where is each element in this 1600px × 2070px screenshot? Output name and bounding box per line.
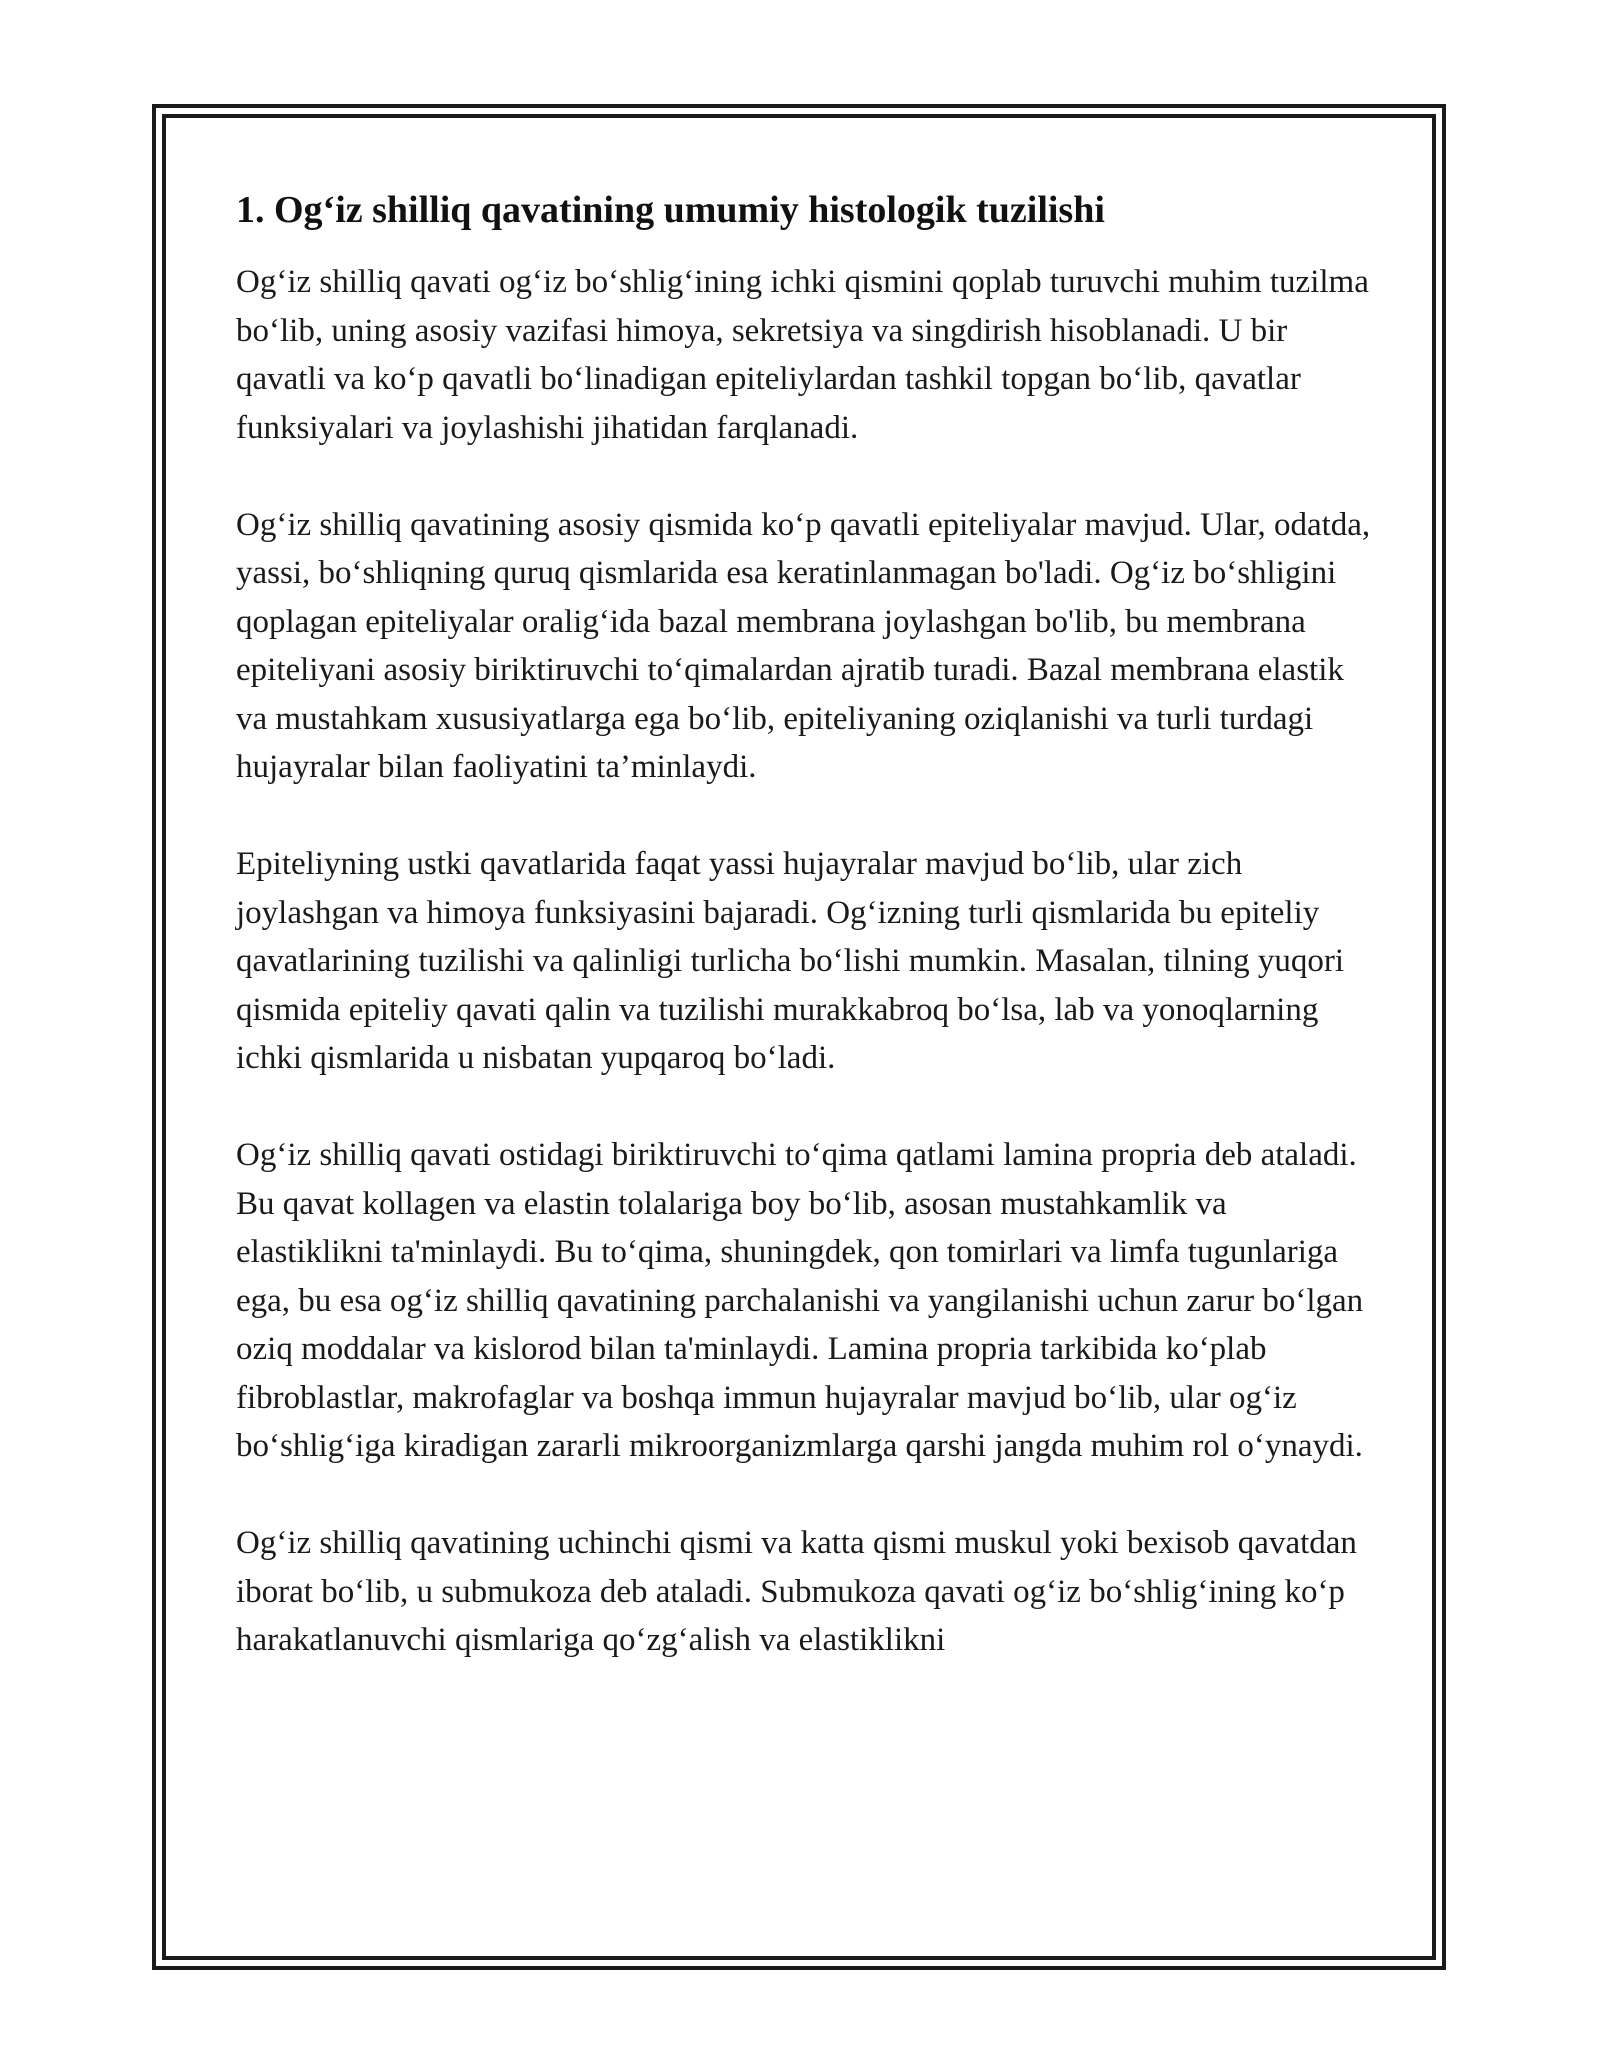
paragraph: Og‘iz shilliq qavati ostidagi biriktiruvchi to‘qima qatlami lamina propria deb ataladi. Bu qavat kollagen va elastin tolalariga boy bo‘lib, asosan mustahkamlik va elastiklikni ta'minlaydi. Bu to‘qima, shuningdek, qon tomirlari va limfa tugunlariga ega, bu esa og‘iz shilliq qavatining parchalanishi va yangilanishi uchun zarur bo‘lgan oziq moddalar va kislorod bilan ta'minlaydi. Lamina propria tarkibida ko‘plab fibroblastlar, makrofaglar va boshqa immun hujayralar mavjud bo‘lib, ular og‘iz bo‘shlig‘iga kiradigan zararli mikroorganizmlarga qarshi jangda muhim rol o‘ynaydi.: [236, 1137, 1364, 1464]
paragraph: Epiteliyning ustki qavatlarida faqat yassi hujayralar mavjud bo‘lib, ular zich joylashgan va himoya funksiyasini bajaradi. Og‘izning turli qismlarida bu epiteliy qavatlarining tuzilishi va qalinligi turlicha bo‘lishi mumkin. Masalan, tilning yuqori qismida epiteliy qavati qalin va tuzilishi murakkabroq bo‘lsa, lab va yonoqlarning ichki qismlarida u nisbatan yupqaroq bo‘ladi.: [236, 846, 1345, 1076]
section-heading: 1. Og‘iz shilliq qavatining umumiy histologik tuzilishi: [236, 189, 1105, 231]
paragraph: Og‘iz shilliq qavatining uchinchi qismi va katta qismi muskul yoki bexisob qavatdan iborat bo‘lib, u submukoza deb ataladi. Submukoza qavati og‘iz bo‘shlig‘ining ko‘p harakatlanuvchi qismlariga qo‘zg‘alish va elastiklikni: [236, 1525, 1357, 1658]
paragraph: Og‘iz shilliq qavatining asosiy qismida ko‘p qavatli epiteliyalar mavjud. Ular, odatda, yassi, bo‘shliqning quruq qismlarida esa keratinlanmagan bo'ladi. Og‘iz bo‘shligini qoplagan epiteliyalar oralig‘ida bazal membrana joylashgan bo'lib, bu membrana epiteliyani asosiy biriktiruvchi to‘qimalardan ajratib turadi. Bazal membrana elastik va mustahkam xususiyatlarga ega bo‘lib, epiteliyaning oziqlanishi va turli turdagi hujayralar bilan faoliyatini ta’minlaydi.: [236, 506, 1371, 785]
paragraph: Og‘iz shilliq qavati og‘iz bo‘shlig‘ining ichki qismini qoplab turuvchi muhim tuzilma bo‘lib, uning asosiy vazifasi himoya, sekretsiya va singdirish hisoblanadi. U bir qavatli va ko‘p qavatli bo‘linadigan epiteliylardan tashkil topgan bo‘lib, qavatlar funksiyalari va joylashishi jihatidan farqlanadi.: [236, 264, 1369, 446]
document-body: [236, 186, 1376, 1713]
